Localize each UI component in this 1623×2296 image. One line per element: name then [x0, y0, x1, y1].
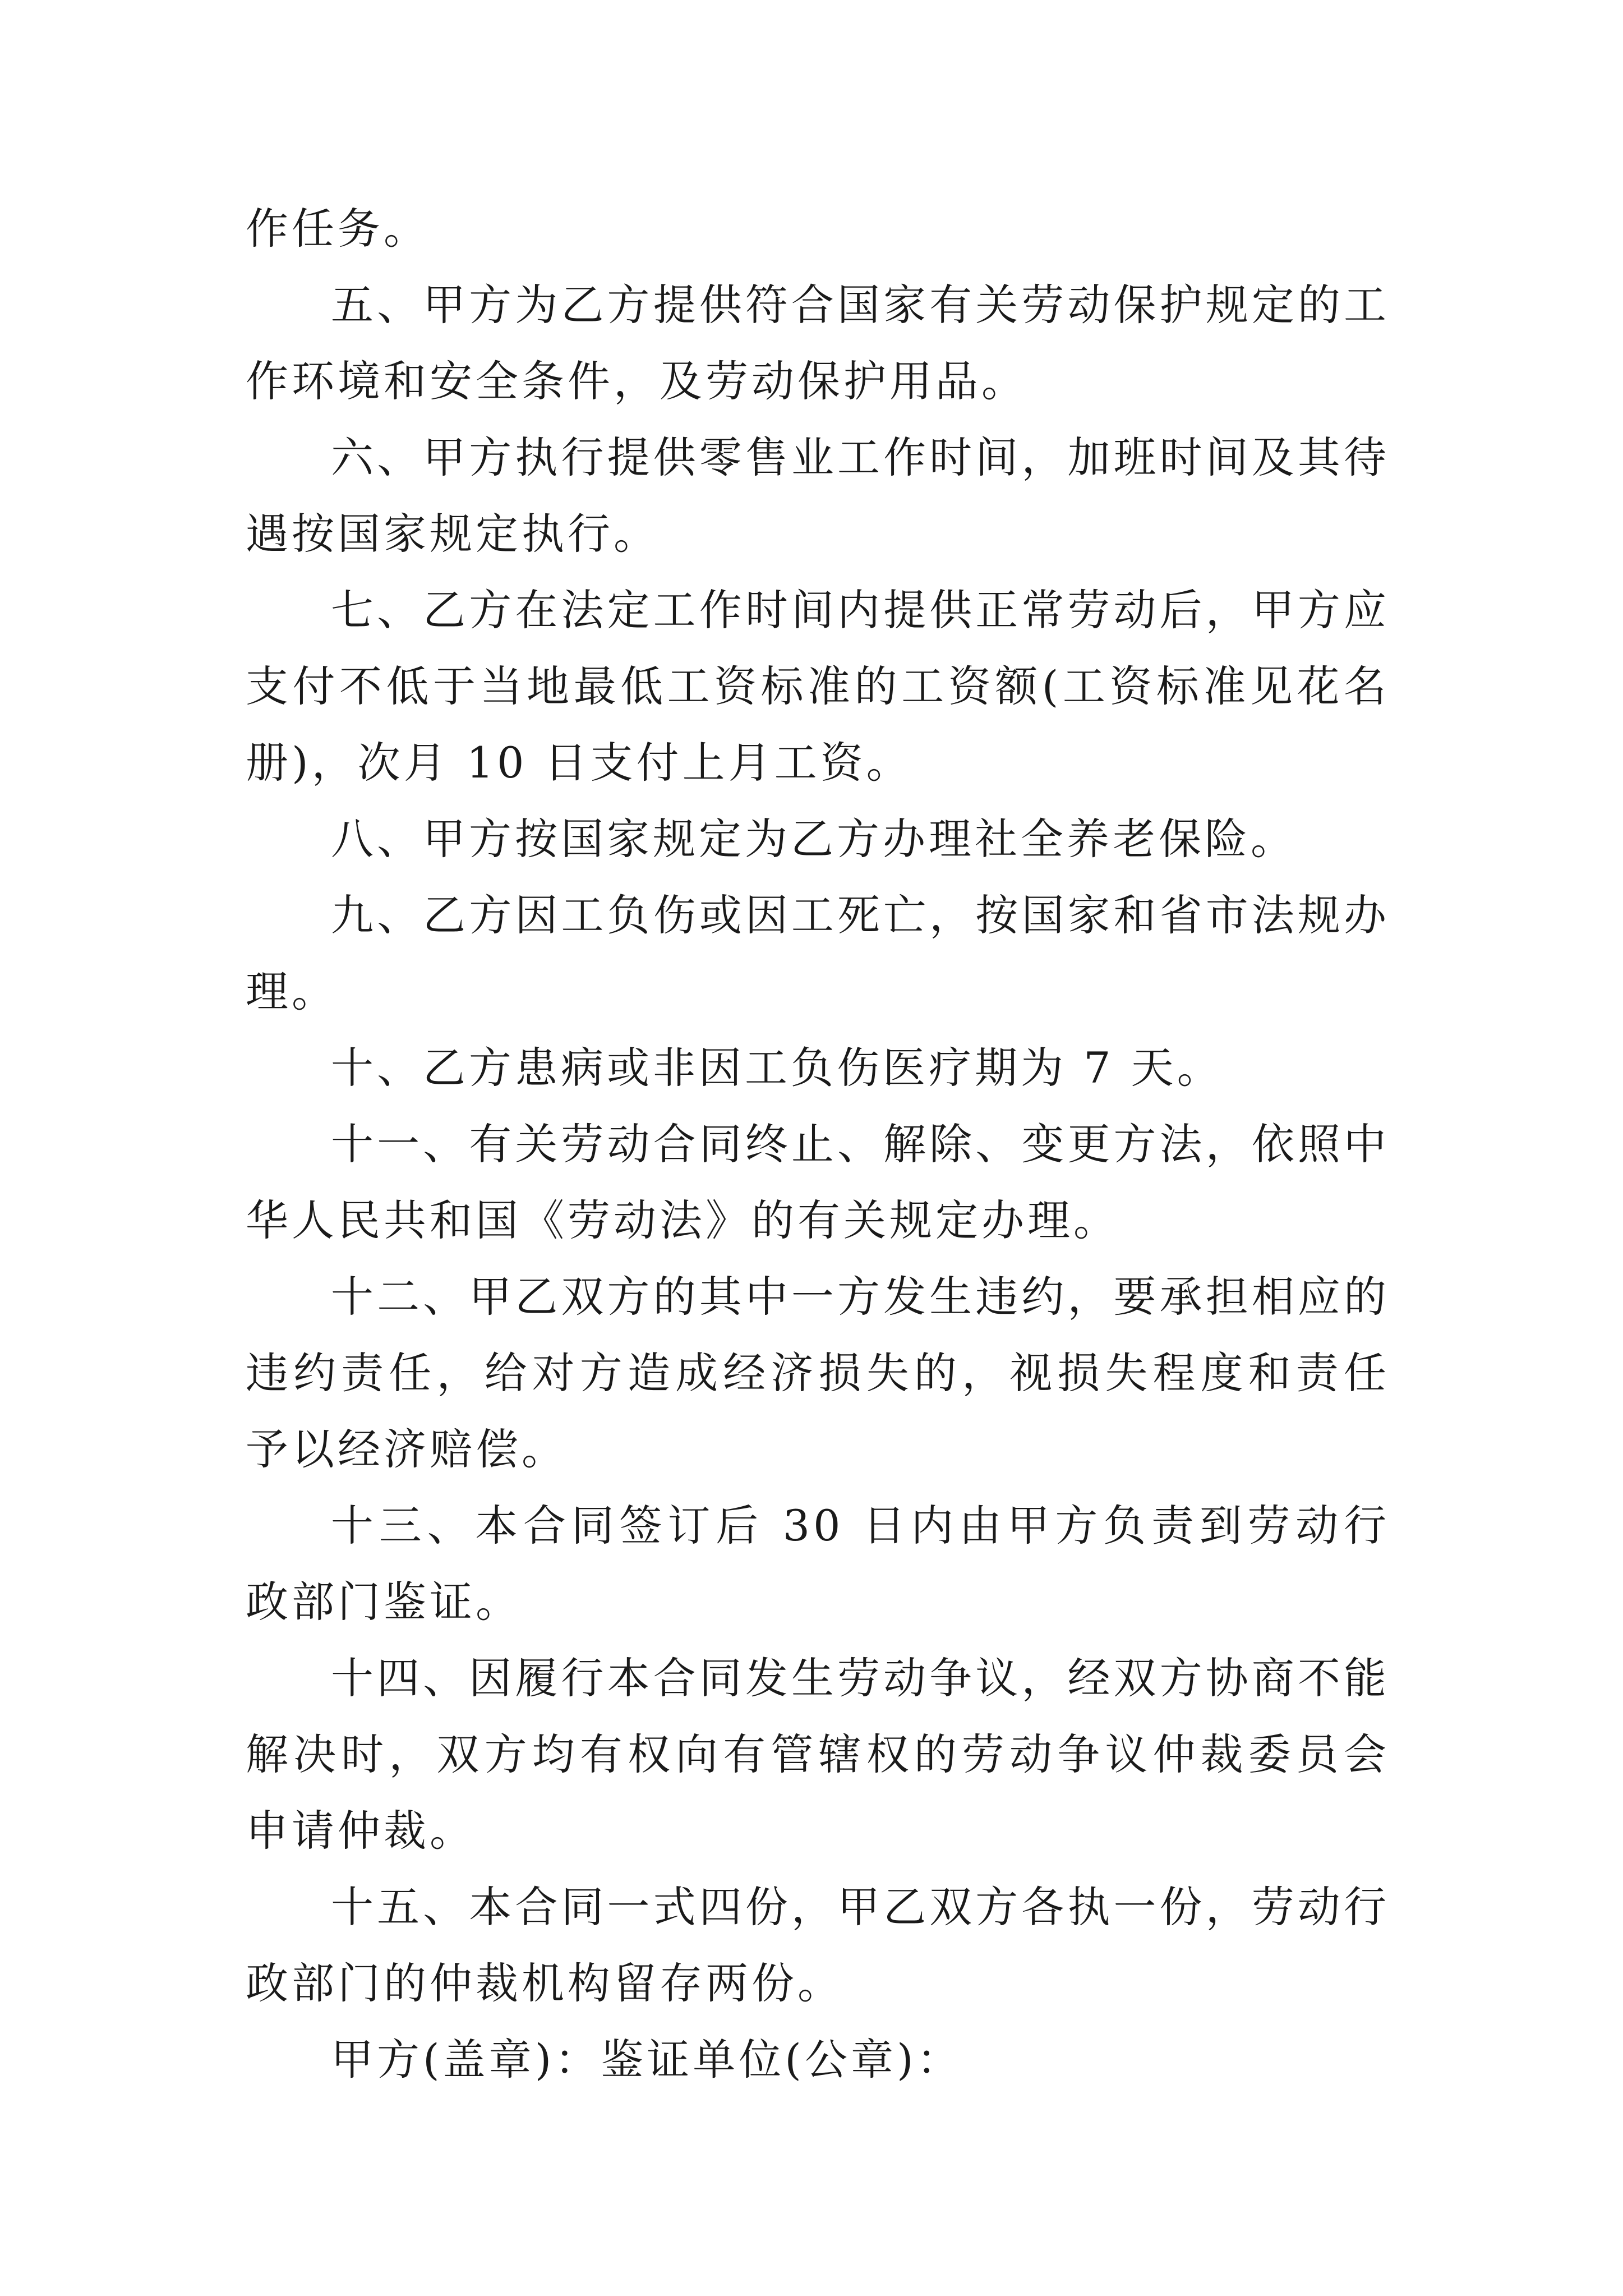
clause-7: 七、乙方在法定工作时间内提供正常劳动后，甲方应支付不低于当地最低工资标准的工资额(工资标准见花名册)，次月 10 日支付上月工资。: [246, 585, 1390, 788]
clause-10: 十、乙方患病或非因工负伤医疗期为 7 天。: [331, 1043, 1223, 1093]
clause-8: 八、甲方按国家规定为乙方办理社全养老保险。: [331, 814, 1297, 864]
clause-5: 五、甲方为乙方提供符合国家有关劳动保护规定的工作环境和安全条件，及劳动保护用品。: [246, 280, 1390, 406]
clause-12: 十二、甲乙双方的其中一方发生违约，要承担相应的违约责任，给对方造成经济损失的，视损失程度和责任予以经济赔偿。: [246, 1272, 1390, 1474]
paragraph-continuation: 作任务。: [246, 204, 430, 254]
clause-13: 十三、本合同签订后 30 日内由甲方负责到劳动行政部门鉴证。: [246, 1501, 1390, 1627]
clause-14: 十四、因履行本合同发生劳动争议，经双方协商不能解决时，双方均有权向有管辖权的劳动争议仲裁委员会申请仲裁。: [246, 1653, 1390, 1856]
clause-11: 十一、有关劳动合同终止、解除、变更方法，依照中华人民共和国《劳动法》的有关规定办理。: [246, 1119, 1390, 1245]
signature-line: 甲方(盖章)：鉴证单位(公章)：: [331, 2035, 963, 2085]
clause-9: 九、乙方因工负伤或因工死亡，按国家和省市法规办理。: [246, 890, 1390, 1016]
contract-body: [246, 191, 1390, 2098]
clause-6: 六、甲方执行提供零售业工作时间，加班时间及其待遇按国家规定执行。: [246, 432, 1390, 559]
clause-15: 十五、本合同一式四份，甲乙双方各执一份，劳动行政部门的仲裁机构留存两份。: [246, 1882, 1390, 2008]
